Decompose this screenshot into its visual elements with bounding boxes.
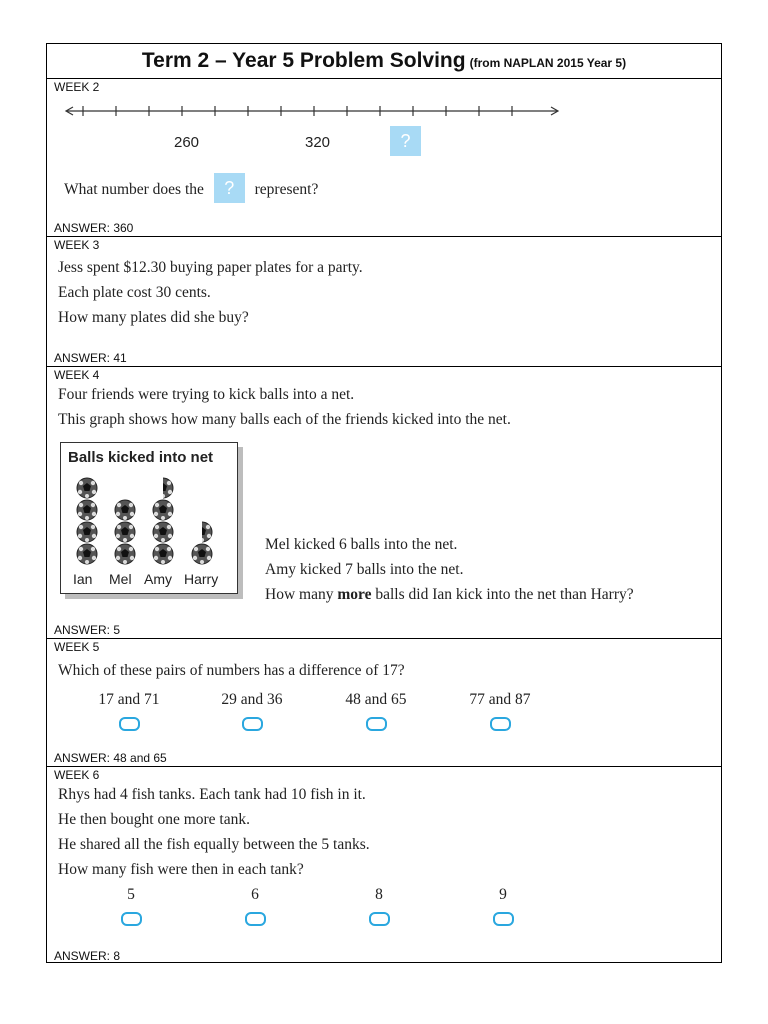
- question-line: Jess spent $12.30 buying paper plates for a party.: [58, 259, 363, 276]
- unknown-number-box: ?: [390, 126, 421, 156]
- answer-bubble[interactable]: [119, 717, 140, 731]
- question-line: How many plates did she buy?: [58, 309, 249, 326]
- graph-title: Balls kicked into net: [68, 449, 214, 466]
- soccer-ball-icon: [76, 499, 98, 521]
- week3-section: [47, 236, 721, 367]
- option-label: 9: [499, 886, 507, 903]
- answer-bubble[interactable]: [490, 717, 511, 731]
- question-line: He shared all the fish equally between the 5 tanks.: [58, 836, 370, 853]
- week-label: WEEK 4: [54, 368, 100, 382]
- soccer-ball-icon: [76, 477, 98, 499]
- option-3[interactable]: [334, 886, 424, 931]
- question-line: Which of these pairs of numbers has a difference of 17?: [58, 662, 405, 679]
- option-2[interactable]: [207, 691, 297, 736]
- half-ball-icon: [152, 477, 174, 499]
- tick-label-260: 260: [174, 134, 200, 151]
- soccer-ball-icon: [152, 499, 174, 521]
- option-label: 29 and 36: [221, 691, 283, 708]
- question-line: Four friends were trying to kick balls into a net.: [58, 386, 355, 403]
- week2-question: [64, 173, 318, 205]
- option-4[interactable]: [458, 886, 548, 931]
- soccer-ball-icon: [152, 543, 174, 565]
- question-text-end: represent?: [254, 181, 319, 198]
- answer: ANSWER: 48 and 65: [54, 751, 167, 765]
- question-line: This graph shows how many balls each of the friends kicked into the net.: [58, 411, 511, 428]
- tick-label-320: 320: [305, 134, 331, 151]
- option-label: 6: [251, 886, 259, 903]
- question-text-start: What number does the: [64, 181, 204, 198]
- week4-section: [47, 366, 721, 639]
- week-label: WEEK 3: [54, 238, 100, 252]
- graph-label-mel: Mel: [109, 571, 132, 587]
- answer-bubble[interactable]: [242, 717, 263, 731]
- week-label: WEEK 2: [54, 80, 100, 94]
- page-title: Term 2 – Year 5 Problem Solving: [141, 49, 466, 72]
- question-line: He then bought one more tank.: [58, 811, 250, 828]
- final-question: [265, 586, 634, 604]
- option-label: 8: [375, 886, 383, 903]
- option-label: 5: [127, 886, 135, 903]
- half-ball-icon: [191, 521, 213, 543]
- answer: ANSWER: 360: [54, 221, 134, 235]
- option-2[interactable]: [210, 886, 300, 931]
- option-1[interactable]: [84, 691, 174, 736]
- statement-line: Mel kicked 6 balls into the net.: [265, 536, 458, 553]
- number-line: [63, 103, 563, 123]
- soccer-ball-icon: [114, 499, 136, 521]
- option-1[interactable]: [86, 886, 176, 931]
- soccer-ball-icon: [152, 521, 174, 543]
- question-line: Each plate cost 30 cents.: [58, 284, 211, 301]
- question-mark-box: ?: [214, 173, 245, 203]
- answer: ANSWER: 5: [54, 623, 121, 637]
- answer-bubble[interactable]: [245, 912, 266, 926]
- graph-label-harry: Harry: [184, 571, 219, 587]
- answer-bubble[interactable]: [121, 912, 142, 926]
- picture-graph: [60, 442, 238, 594]
- option-label: 48 and 65: [345, 691, 407, 708]
- option-4[interactable]: [455, 691, 545, 736]
- final-question-start: How many: [265, 586, 334, 603]
- answer-bubble[interactable]: [493, 912, 514, 926]
- soccer-ball-icon: [76, 543, 98, 565]
- final-question-bold: more: [337, 586, 372, 603]
- soccer-ball-icon: [191, 543, 213, 565]
- graph-label-amy: Amy: [144, 571, 172, 587]
- soccer-ball-icon: [114, 543, 136, 565]
- week6-section: [47, 766, 721, 964]
- week2-section: [47, 78, 721, 237]
- answer: ANSWER: 41: [54, 351, 127, 365]
- answer: ANSWER: 8: [54, 949, 121, 963]
- answer-bubble[interactable]: [369, 912, 390, 926]
- week-label: WEEK 5: [54, 640, 100, 654]
- option-label: 17 and 71: [98, 691, 160, 708]
- page-subtitle: (from NAPLAN 2015 Year 5): [469, 56, 627, 70]
- week5-section: [47, 638, 721, 767]
- soccer-ball-icon: [76, 521, 98, 543]
- question-line: Rhys had 4 fish tanks. Each tank had 10 fish in it.: [58, 786, 366, 803]
- option-3[interactable]: [331, 691, 421, 736]
- week-label: WEEK 6: [54, 768, 100, 782]
- final-question-end: balls did Ian kick into the net than Harry?: [375, 586, 634, 603]
- option-label: 77 and 87: [469, 691, 531, 708]
- statement-line: Amy kicked 7 balls into the net.: [265, 561, 464, 578]
- question-line: How many fish were then in each tank?: [58, 861, 304, 878]
- soccer-ball-icon: [114, 521, 136, 543]
- worksheet: [46, 43, 722, 963]
- graph-label-ian: Ian: [73, 571, 93, 587]
- answer-bubble[interactable]: [366, 717, 387, 731]
- title-row: [47, 44, 721, 79]
